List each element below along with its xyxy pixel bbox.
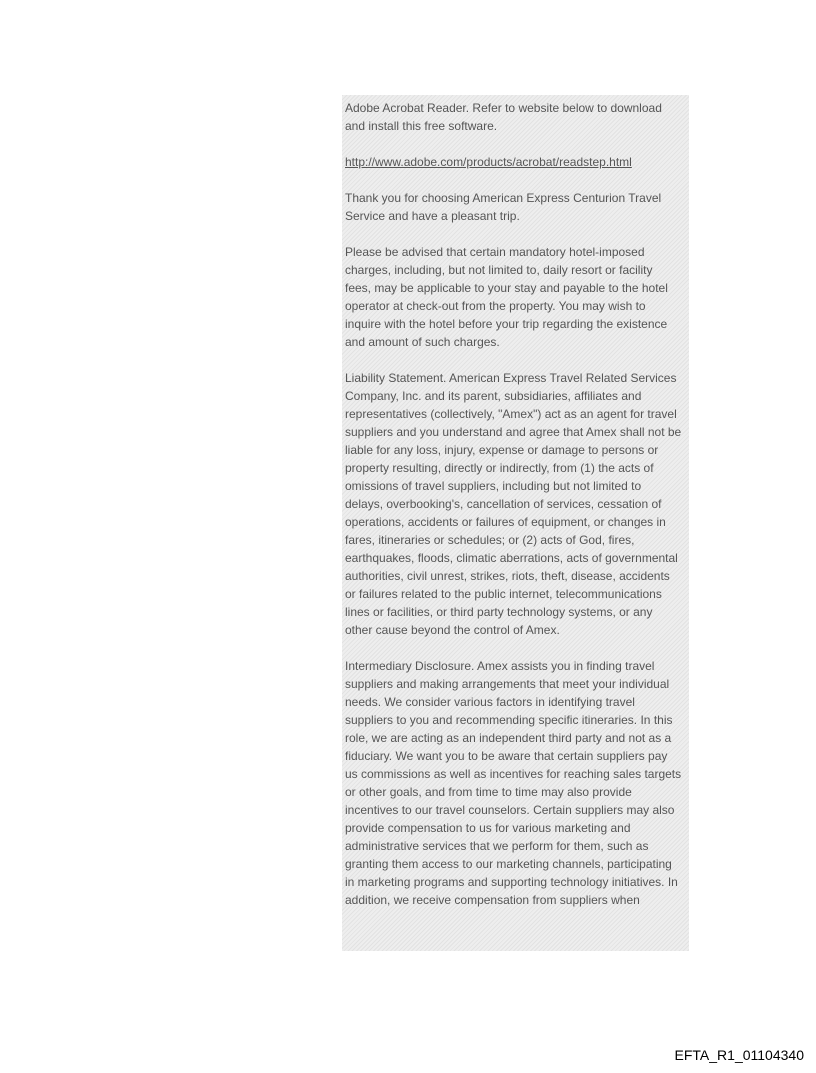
intermediary-disclosure-paragraph: Intermediary Disclosure. Amex assists you in finding travel suppliers and making arrangements that meet your individual needs. We consider various factors in identifying travel suppliers to you and recommending specific itineraries. In this role, we are acting as an independent third party and not as a fiduciary. We want you to be aware that certain suppliers pay us commissions as well as incentives for reaching sales targets or other goals, and from time to time may also provide incentives to our travel counselors. Certain suppliers may also provide compensation to us for various marketing and administrative services that we perform for them, such as granting them access to our marketing channels, participating in marketing programs and supporting technology initiatives. In addition, we receive compensation from suppliers when: [345, 659, 682, 907]
document-text-column: [342, 95, 689, 951]
thank-you-paragraph: Thank you for choosing American Express Centurion Travel Service and have a pleasant trip.: [345, 191, 662, 223]
acrobat-reader-paragraph: Adobe Acrobat Reader. Refer to website below to download and install this free software.: [345, 101, 662, 133]
liability-statement-paragraph: Liability Statement. American Express Travel Related Services Company, Inc. and its parent, subsidiaries, affiliates and representatives (collectively, "Amex") act as an agent for travel suppliers and you understand and agree that Amex shall not be liable for any loss, injury, expense or damage to persons or property resulting, directly or indirectly, from (1) the acts of omissions of travel suppliers, including but not limited to delays, overbooking's, cancellation of services, cessation of operations, accidents or failures of equipment, or changes in fares, itineraries or schedules; or (2) acts of God, fires, earthquakes, floods, climatic aberrations, acts of governmental authorities, civil unrest, strikes, riots, theft, disease, accidents or failures related to the public internet, telecommunications lines or facilities, or third party technology systems, or any other cause beyond the control of Amex.: [345, 371, 682, 637]
hotel-charges-paragraph: Please be advised that certain mandatory hotel-imposed charges, including, but not limited to, daily resort or facility fees, may be applicable to your stay and payable to the hotel operator at check-out from the property. You may wish to inquire with the hotel before your trip regarding the existence and amount of such charges.: [345, 245, 668, 349]
document-id-footer: EFTA_R1_01104340: [674, 1047, 804, 1063]
adobe-download-link[interactable]: http://www.adobe.com/products/acrobat/readstep.html: [345, 155, 632, 169]
